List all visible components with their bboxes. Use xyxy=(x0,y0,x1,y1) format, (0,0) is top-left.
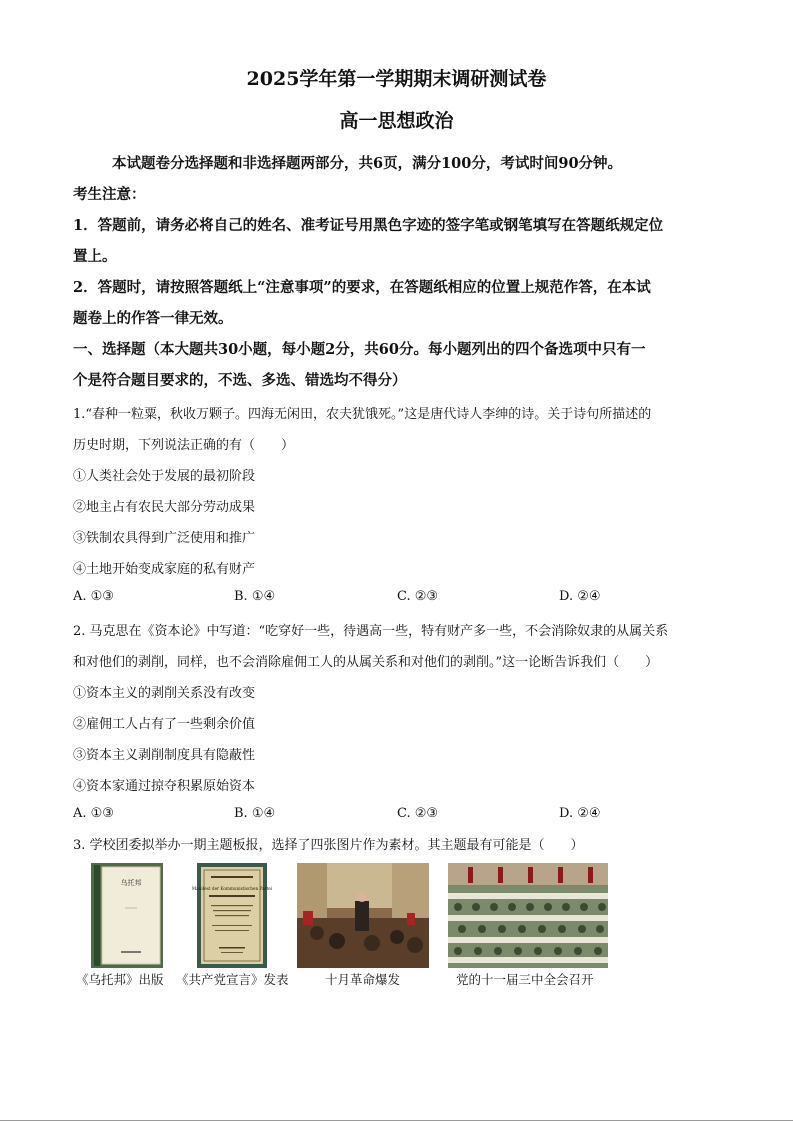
q2-option-c: C. ②③ xyxy=(397,806,439,821)
q1-stem-line-1: 1.“春种一粒粟，秋收万颗子。四海无闲田，农夫犹饿死。”这是唐代诗人李绅的诗。关于诗句所描述的 xyxy=(73,407,652,422)
exam-title: 2025学年第一学期期末调研测试卷 xyxy=(246,68,547,90)
q2-item-2: ②雇佣工人占有了一些剩余价值 xyxy=(73,717,256,732)
q3-stem: 3. 学校团委拟举办一期主题板报，选择了四张图片作为素材。其主题最有可能是（ ） xyxy=(73,838,584,853)
exam-intro: 本试题卷分选择题和非选择题两部分，共6页，满分100分，考试时间90分钟。 xyxy=(112,155,623,172)
caption-plenary-session: 党的十一届三中全会召开 xyxy=(456,972,594,987)
notice-item-1-line-2: 置上。 xyxy=(73,248,117,265)
q1-option-c: C. ②③ xyxy=(397,589,439,604)
notice-heading: 考生注意： xyxy=(73,186,146,203)
section-1-heading-line-2: 个是符合题目要求的，不选、多选、错选均不得分） xyxy=(73,372,407,389)
caption-manifesto: 《共产党宣言》发表 xyxy=(176,972,289,987)
exam-subject: 高一思想政治 xyxy=(339,110,454,132)
q1-option-d: D. ②④ xyxy=(559,589,601,604)
notice-item-2-line-2: 题卷上的作答一律无效。 xyxy=(73,310,233,327)
q1-item-2: ②地主占有农民大部分劳动成果 xyxy=(73,500,256,515)
notice-item-2-line-1: 2．答题时，请按照答题纸上“注意事项”的要求，在答题纸相应的位置上规范作答，在本试 xyxy=(73,279,651,296)
caption-october-revolution: 十月革命爆发 xyxy=(325,972,401,987)
q1-item-3: ③铁制农具得到广泛使用和推广 xyxy=(73,531,256,546)
utopia-cover-title: 乌托邦 xyxy=(120,879,142,887)
q1-stem-line-2: 历史时期，下列说法正确的有（ ） xyxy=(73,438,295,453)
manifesto-book-image xyxy=(191,863,273,968)
section-1-heading-line-1: 一、选择题（本大题共30小题，每小题2分，共60分。每小题列出的四个备选项中只有一 xyxy=(73,341,646,358)
q1-item-4: ④土地开始变成家庭的私有财产 xyxy=(73,562,256,577)
q2-option-b: B. ①④ xyxy=(234,806,276,821)
q2-item-4: ④资本家通过掠夺积累原始资本 xyxy=(73,779,256,794)
caption-utopia: 《乌托邦》出版 xyxy=(76,972,164,987)
q2-option-d: D. ②④ xyxy=(559,806,601,821)
plenary-session-photo xyxy=(448,863,608,968)
utopia-book-image xyxy=(91,863,163,968)
manifesto-cover-title: Manifest der Kommunistischen Partei xyxy=(191,886,273,891)
q2-stem-line-2: 和对他们的剥削，同样，也不会消除雇佣工人的从属关系和对他们的剥削。”这一论断告诉我们（ ） xyxy=(73,655,659,670)
q1-option-a: A. ①③ xyxy=(73,589,114,604)
q2-stem-line-1: 2. 马克思在《资本论》中写道：“吃穿好一些，待遇高一些，特有财产多一些，不会消除奴隶的从属关系 xyxy=(73,624,669,639)
notice-item-1-line-1: 1．答题前，请务必将自己的姓名、准考证号用黑色字迹的签字笔或钢笔填写在答题纸规定位 xyxy=(73,217,664,234)
page-bottom-divider xyxy=(0,1120,793,1121)
q2-item-3: ③资本主义剥削制度具有隐蔽性 xyxy=(73,748,256,763)
october-revolution-painting xyxy=(297,863,429,968)
q1-item-1: ①人类社会处于发展的最初阶段 xyxy=(73,469,256,484)
q1-option-b: B. ①④ xyxy=(234,589,276,604)
q2-item-1: ①资本主义的剥削关系没有改变 xyxy=(73,686,256,701)
q2-option-a: A. ①③ xyxy=(73,806,114,821)
